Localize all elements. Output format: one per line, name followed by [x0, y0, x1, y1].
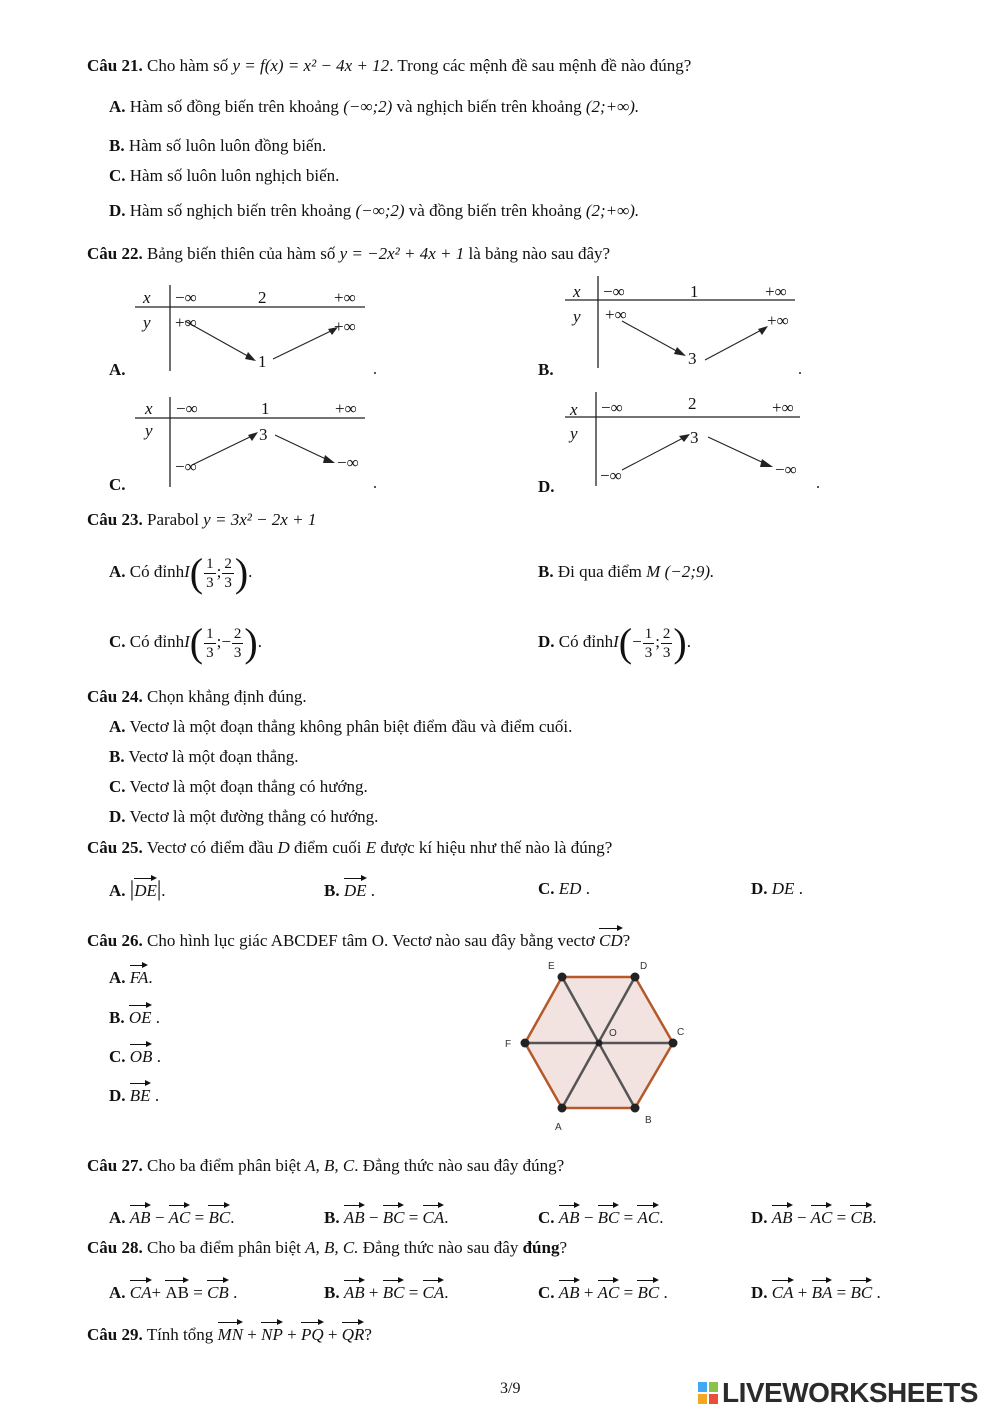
q29-stem: Câu 29. Tính tổng MN + NP + PQ + QR? — [87, 1320, 372, 1346]
q24-stem: Câu 24. Chọn khẳng định đúng. — [87, 687, 307, 706]
q22-option-a-label[interactable]: A. — [109, 360, 126, 379]
q27-option-b[interactable]: B. AB − BC = CA. — [324, 1203, 449, 1229]
q22-formula: y = −2x² + 4x + 1 — [339, 244, 465, 263]
q28-stem: Câu 28. Cho ba điểm phân biệt A, B, C. Đẳng thức nào sau đây đúng? — [87, 1238, 567, 1257]
q21-stem: Câu 21. Cho hàm số y = f(x) = x² − 4x + 12. Trong các mệnh đề sau mệnh đề nào đúng? — [87, 56, 692, 75]
q26-stem: Câu 26. Cho hình lục giác ABCDEF tâm O. Vectơ nào sau đây bằng vectơ CD? — [87, 926, 630, 952]
q25-option-b[interactable]: B. DE . — [324, 876, 375, 902]
q25-option-a[interactable]: A. |DE|. — [109, 876, 166, 901]
q24-option-c[interactable]: C. Vectơ là một đoạn thẳng có hướng. — [109, 777, 368, 796]
q26-option-c[interactable]: C. OB . — [109, 1042, 161, 1068]
q24-option-a[interactable]: A. Vectơ là một đoạn thẳng không phân biệt điểm đầu và điểm cuối. — [109, 717, 573, 736]
hexagon-figure — [495, 955, 705, 1135]
q22-option-b-label[interactable]: B. — [538, 360, 554, 379]
q24-option-b[interactable]: B. Vectơ là một đoạn thẳng. — [109, 747, 299, 766]
q22-option-c-label[interactable]: C. — [109, 475, 126, 494]
liveworksheets-logo-icon — [698, 1381, 718, 1405]
label-B: B — [645, 1115, 652, 1126]
q22-option-d-label[interactable]: D. — [538, 477, 555, 496]
q26-option-b[interactable]: B. OE . — [109, 1003, 160, 1029]
label-D: D — [640, 961, 648, 972]
liveworksheets-logo — [698, 1375, 978, 1411]
q26-option-d[interactable]: D. BE . — [109, 1081, 159, 1107]
q21-number: Câu 21. — [87, 56, 143, 75]
q21-formula: y = f(x) = x² − 4x + 12 — [232, 56, 390, 75]
q28-option-a[interactable]: A. CA+ AB = CB . — [109, 1278, 237, 1304]
label-F: F — [505, 1039, 512, 1050]
q26-option-a[interactable]: A. FA. — [109, 963, 153, 989]
q25-stem: Câu 25. Vectơ có điểm đầu D điểm cuối E được kí hiệu như thế nào là đúng? — [87, 838, 613, 857]
liveworksheets-logo-text: LIVEWORKSHEETS — [722, 1377, 978, 1408]
q27-stem: Câu 27. Cho ba điểm phân biệt A, B, C. Đẳng thức nào sau đây đúng? — [87, 1156, 565, 1175]
label-E: E — [548, 961, 555, 972]
q23-option-d[interactable]: D. Có đỉnhI(− $\frac{1}{3}$ ; $\frac{2}{3}$ ). — [538, 620, 691, 666]
q23-formula: y = 3x² − 2x + 1 — [203, 510, 317, 529]
label-C: C — [677, 1027, 685, 1038]
q22-stem: Câu 22. Bảng biến thiên của hàm số y = −2x² + 4x + 1 là bảng nào sau đây? — [87, 244, 611, 263]
q21-option-d[interactable]: D. Hàm số nghịch biến trên khoảng (−∞;2) và đồng biến trên khoảng (2;+∞). — [109, 201, 640, 220]
q25-option-c[interactable]: C. ED . — [538, 879, 590, 898]
q23-option-a[interactable]: A. Có đỉnhI( $\frac{1}{3}$ ; $\frac{2}{3}$ ). — [109, 550, 253, 596]
page-number: 3/9 — [500, 1380, 521, 1397]
q23-option-b[interactable]: B. Đi qua điểm M (−2;9). — [538, 562, 715, 581]
label-O: O — [609, 1028, 617, 1039]
q28-option-d[interactable]: D. CA + BA = BC . — [751, 1278, 881, 1304]
q21-option-a[interactable]: A. Hàm số đồng biến trên khoảng (−∞;2) và nghịch biến trên khoảng (2;+∞). — [109, 97, 640, 116]
q27-option-c[interactable]: C. AB − BC = AC. — [538, 1203, 663, 1229]
q24-option-d[interactable]: D. Vectơ là một đường thẳng có hướng. — [109, 807, 379, 826]
q21-option-c[interactable]: C. Hàm số luôn luôn nghịch biến. — [109, 166, 340, 185]
q27-option-a[interactable]: A. AB − AC = BC. — [109, 1203, 234, 1229]
q28-option-c[interactable]: C. AB + AC = BC . — [538, 1278, 668, 1304]
q21-option-b[interactable]: B. Hàm số luôn luôn đồng biến. — [109, 136, 327, 155]
q23-stem: Câu 23. Parabol y = 3x² − 2x + 1 — [87, 510, 317, 529]
label-A: A — [555, 1122, 562, 1133]
q27-option-d[interactable]: D. AB − AC = CB. — [751, 1203, 876, 1229]
q28-option-b[interactable]: B. AB + BC = CA. — [324, 1278, 449, 1304]
q23-option-c[interactable]: C. Có đỉnhI( $\frac{1}{3}$ ;− $\frac{2}{3}$ ). — [109, 620, 262, 666]
q25-option-d[interactable]: D. DE . — [751, 879, 803, 898]
